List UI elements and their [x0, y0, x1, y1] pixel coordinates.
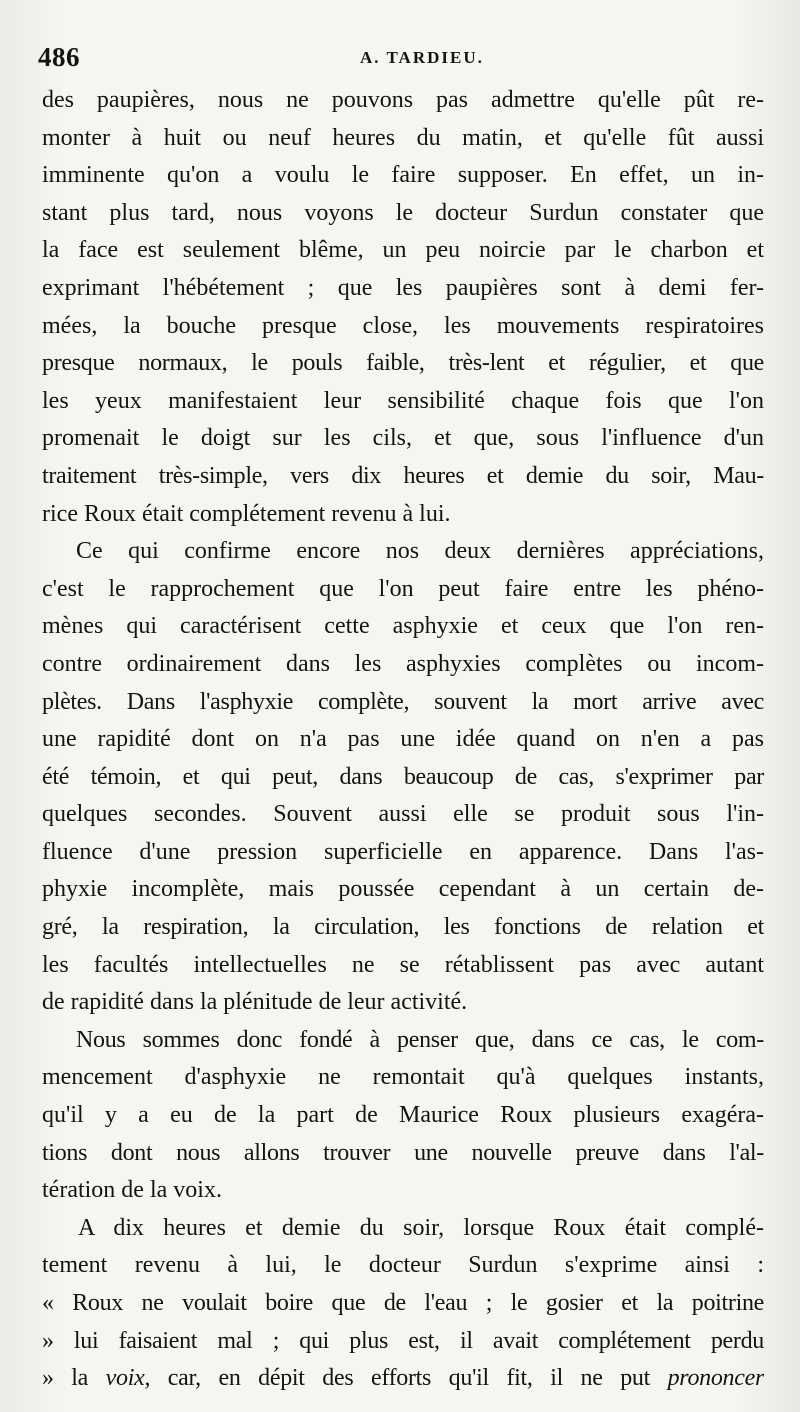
- text-line: mènes qui caractérisent cette asphyxie et ceux que l'on ren-: [42, 613, 764, 640]
- text-line: promenait le doigt sur les cils, et que, sous l'influence d'un: [42, 425, 764, 452]
- text-line: qu'il y a eu de la part de Maurice Roux plusieurs exagéra-: [42, 1102, 764, 1129]
- text-line: » lui faisaient mal ; qui plus est, il avait complétement perdu: [42, 1327, 764, 1354]
- text-line: mées, la bouche presque close, les mouvements respiratoires: [42, 312, 764, 339]
- text-line: phyxie incomplète, mais poussée cependant à un certain de-: [42, 876, 764, 903]
- paragraph-1: [42, 82, 764, 533]
- text-line: des paupières, nous ne pouvons pas admettre qu'elle pût re-: [42, 87, 764, 113]
- italic-word: voix: [105, 1365, 145, 1392]
- italic-word: prononcer: [667, 1365, 764, 1392]
- text-line: traitement très-simple, vers dix heures et demie du soir, Mau-: [42, 462, 764, 489]
- text-line: une rapidité dont on n'a pas une idée quand on n'en a pas: [42, 726, 764, 753]
- text-line: rice Roux était complétement revenu à lui.: [42, 500, 451, 527]
- text-line: été témoin, et qui peut, dans beaucoup de cas, s'exprimer par: [42, 763, 764, 790]
- text-line: A dix heures et demie du soir, lorsque Roux était complé-: [78, 1214, 764, 1241]
- text-line: quelques secondes. Souvent aussi elle se produit sous l'in-: [42, 801, 764, 828]
- text-line: tement revenu à lui, le docteur Surdun s'exprime ainsi :: [42, 1252, 764, 1279]
- text-line: les facultés intellectuelles ne se rétablissent pas avec autant: [42, 951, 764, 978]
- text-line: de rapidité dans la plénitude de leur activité.: [42, 989, 468, 1016]
- body-text: [42, 82, 764, 1398]
- text-line: la face est seulement blême, un peu noircie par le charbon et: [42, 237, 764, 264]
- text-line: monter à huit ou neuf heures du matin, et qu'elle fût aussi: [42, 124, 764, 151]
- text-line: plètes. Dans l'asphyxie complète, souvent la mort arrive avec: [42, 688, 764, 715]
- paragraph-2: [42, 533, 764, 1022]
- paragraph-4: [42, 1210, 764, 1398]
- text-line: c'est le rapprochement que l'on peut faire entre les phéno-: [42, 575, 764, 602]
- text-line: exprimant l'hébétement ; que les paupières sont à demi fer-: [42, 274, 764, 301]
- text-line: gré, la respiration, la circulation, les fonctions de relation et: [42, 914, 764, 941]
- running-head: A. TARDIEU.: [360, 48, 484, 67]
- text-line: mencement d'asphyxie ne remontait qu'à quelques instants,: [42, 1064, 764, 1091]
- paragraph-3: [42, 1022, 764, 1210]
- page-number: 486: [38, 42, 80, 72]
- text-line: Nous sommes donc fondé à penser que, dans ce cas, le com-: [76, 1026, 764, 1053]
- page-header: [38, 42, 762, 78]
- text-line: contre ordinairement dans les asphyxies complètes ou incom-: [42, 650, 764, 677]
- text-line: tération de la voix.: [42, 1177, 222, 1204]
- text-line: stant plus tard, nous voyons le docteur Surdun constater que: [42, 199, 764, 226]
- text-line: les yeux manifestaient leur sensibilité chaque fois que l'on: [42, 387, 764, 414]
- text-line-final: [42, 1360, 764, 1398]
- text-line: « Roux ne voulait boire que de l'eau ; le gosier et la poitrine: [42, 1290, 764, 1316]
- text-line: Ce qui confirme encore nos deux dernières appréciations,: [76, 538, 764, 565]
- text-segment: » la: [42, 1365, 106, 1392]
- text-line: fluence d'une pression superficielle en apparence. Dans l'as-: [42, 838, 764, 865]
- text-segment: , car, en dépit des efforts qu'il fit, il ne put: [144, 1365, 668, 1392]
- text-line: tions dont nous allons trouver une nouvelle preuve dans l'al-: [42, 1139, 764, 1166]
- text-line: presque normaux, le pouls faible, très-lent et régulier, et que: [42, 350, 764, 377]
- text-line: imminente qu'on a voulu le faire supposer. En effet, un in-: [42, 162, 764, 189]
